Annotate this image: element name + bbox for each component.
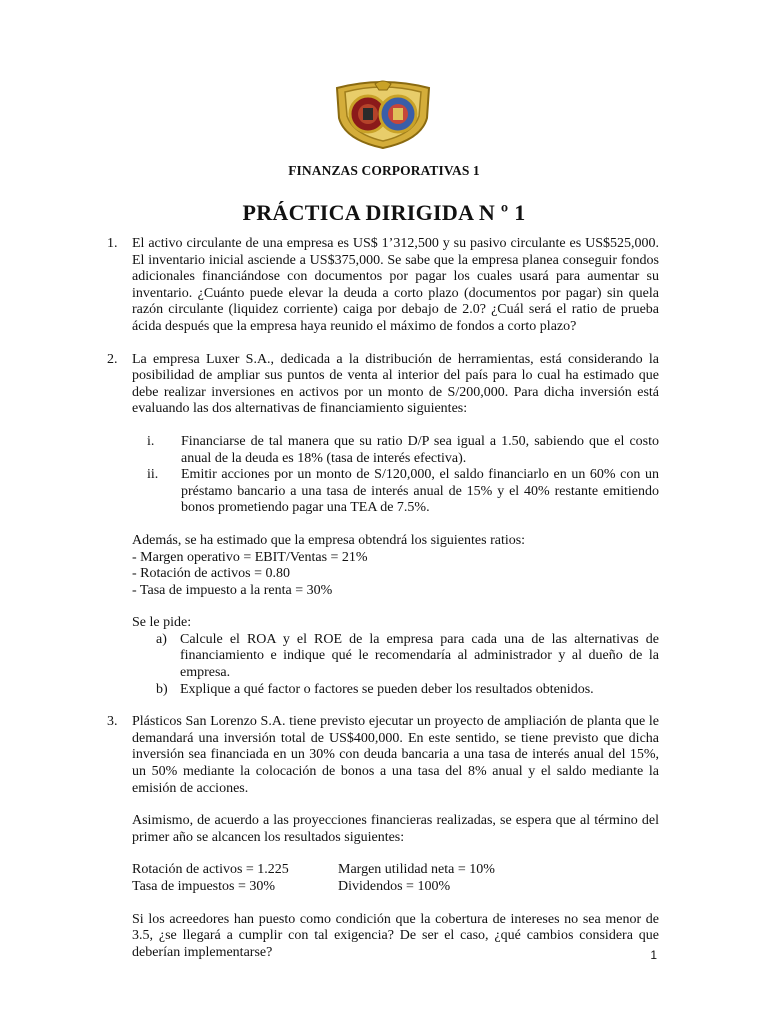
question-paragraph: Asimismo, de acuerdo a las proyecciones financieras realizadas, se espera que al término del primer año se alcancen los resultados siguientes: [132,813,659,845]
ask-text: Calcule el ROA y el ROE de la empresa para cada una de las alternativas de financiamiento e indique qué le recomendaría al administrador y al dueño de la empresa. [180,631,659,681]
course-title: FINANZAS CORPORATIVAS 1 [288,163,480,178]
page-number: 1 [650,948,657,962]
question-number: 3. [107,714,118,730]
document-body [107,236,659,977]
question-text: La empresa Luxer S.A., dedicada a la distribución de herramientas, está considerando la posibilidad de ampliar sus puntos de venta al interior del país para lo cual ha estimado que debe realizar inversiones en activos por un monto de S/200,000. Para dicha inversión está evaluando las dos alternativas de financiamiento siguientes: [132,351,659,417]
ask-text: Explique a qué factor o factores se pueden deber los resultados obtenidos. [180,681,594,697]
ask-item [156,682,659,699]
ask-letter: a) [156,631,167,647]
alternative-item [132,467,659,517]
ratios-intro: Además, se ha estimado que la empresa obtendrá los siguientes ratios: [132,532,526,548]
asks-intro: Se le pide: [132,615,192,631]
result-cell: Dividendos = 100% [338,879,451,894]
financing-alternatives [132,434,659,517]
alternative-text: Financiarse de tal manera que su ratio D/P sea igual a 1.50, sabiendo que el costo anual de la deuda es 18% (tasa de interés efectiva). [181,433,659,466]
alternative-number: i. [147,433,155,449]
asks-list [132,632,659,698]
alternative-text: Emitir acciones por un monto de S/120,000, el saldo financiarlo en un 60% con un préstamo bancario a una tasa de interés anual de 15% y el 40% restante emitiendo bonos prometiendo pagar una TEA de 7.5%. [181,467,659,516]
results-row [132,862,659,879]
question-number: 1. [107,236,118,251]
alternative-number: ii. [147,467,159,483]
question-text: El activo circulante de una empresa es US$ 1’312,500 y su pasivo circulante es US$525,000. El inventario inicial asciende a US$375,000. Se sabe que la empresa planea conseguir fondos adicionales financiándose con documentos por pagar los cuales usará para aumentar su inventario. ¿Cuánto puede elevar la deuda a corto plazo (documentos por pagar) sin quela razón circulante (liquidez corriente) caiga por debajo de 2.0? ¿Cuál será el ratio de prueba ácida después que la empresa haya reunido el máximo de fondos a corto plazo? [132,236,659,334]
result-cell: Margen utilidad neta = 10% [338,862,495,878]
practice-title: PRÁCTICA DIRIGIDA N º 1 [242,200,526,225]
ratio-item: - Margen operativo = EBIT/Ventas = 21% [132,549,368,565]
question-1 [107,236,659,336]
question-3 [107,714,659,961]
question-text: Plásticos San Lorenzo S.A. tiene previsto ejecutar un proyecto de ampliación de planta que le demandará una inversión total de US$400,000. En este sentido, se tiene previsto que dicha inversión sea financiada en un 30% con deuda bancaria a una tasa de interés anual del 15%, un 50% mediante la colocación de bonos a una tasa del 8% anual y el saldo mediante la emisión de acciones. [132,714,659,796]
result-cell: Tasa de impuestos = 30% [132,879,276,894]
results-row [132,879,659,896]
ask-letter: b) [156,681,168,697]
question-paragraph: Si los acreedores han puesto como condición que la cobertura de intereses no sea menor de 3.5, ¿se llegará a cumplir con tal exigencia? De ser el caso, ¿qué cambios considera que deberían implementarse? [132,911,659,960]
question-2 [107,352,659,699]
ask-item [156,632,659,682]
ratio-item: - Rotación de activos = 0.80 [132,566,290,582]
question-number: 2. [107,351,118,367]
result-cell: Rotación de activos = 1.225 [132,862,289,878]
university-crest-logo [331,78,435,150]
ratio-item: - Tasa de impuesto a la renta = 30% [132,582,333,598]
results-table [132,862,659,895]
alternative-item [132,434,659,467]
